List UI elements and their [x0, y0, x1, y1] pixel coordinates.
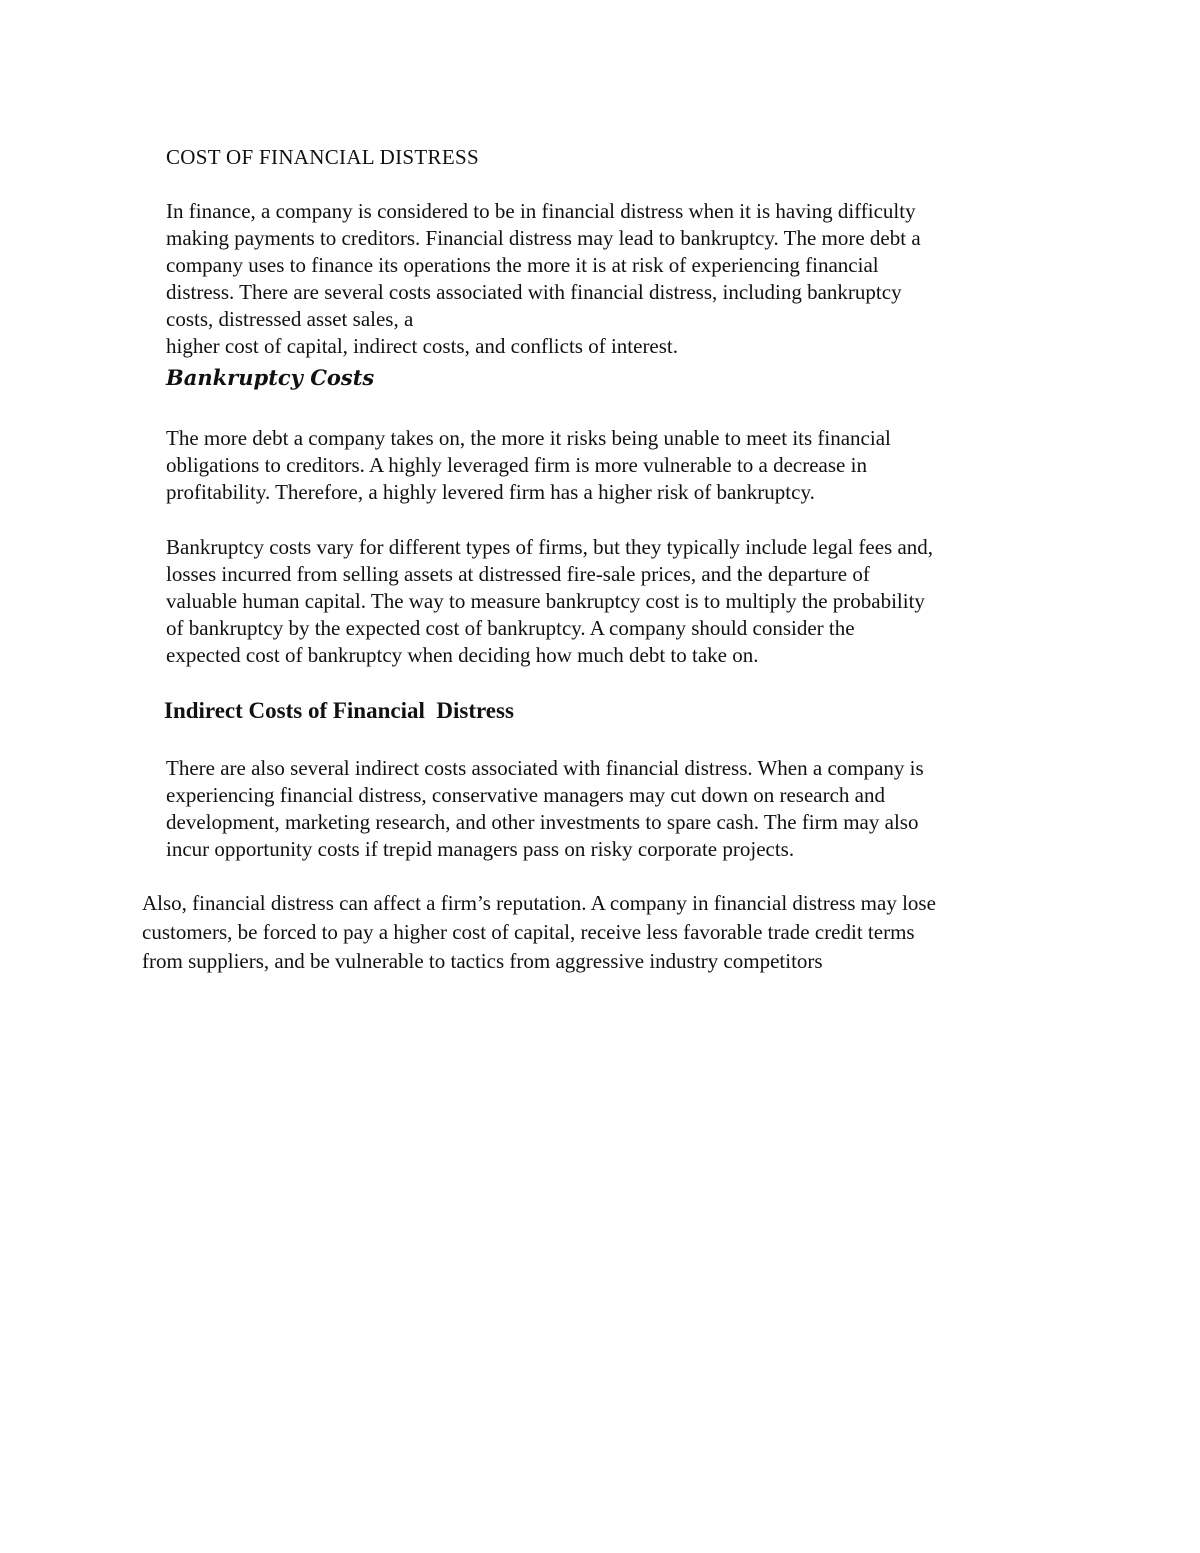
intro-line: company uses to finance its operations the more it is at risk of experiencing financial: [166, 253, 879, 277]
reputation-line: customers, be forced to pay a higher cost of capital, receive less favorable trade credit terms: [142, 920, 915, 944]
bankruptcy-p2-line: losses incurred from selling assets at distressed fire-sale prices, and the departure of: [166, 562, 870, 586]
bankruptcy-p2-line: valuable human capital. The way to measure bankruptcy cost is to multiply the probability: [166, 589, 925, 613]
reputation-line: from suppliers, and be vulnerable to tactics from aggressive industry competitors: [142, 949, 823, 973]
indirect-line: There are also several indirect costs associated with financial distress. When a company is: [166, 756, 924, 780]
indirect-line: experiencing financial distress, conservative managers may cut down on research and: [166, 783, 885, 807]
document-title: COST OF FINANCIAL DISTRESS: [166, 145, 479, 169]
bankruptcy-paragraph-1: [166, 425, 891, 506]
reputation-line: Also, financial distress can affect a firm’s reputation. A company in financial distress may lose: [142, 891, 936, 915]
bankruptcy-p2-line: of bankruptcy by the expected cost of bankruptcy. A company should consider the: [166, 616, 855, 640]
bankruptcy-p1-line: obligations to creditors. A highly leveraged firm is more vulnerable to a decrease in: [166, 453, 867, 477]
intro-line: distress. There are several costs associated with financial distress, including bankruptcy: [166, 280, 902, 304]
bankruptcy-p2-line: Bankruptcy costs vary for different types of firms, but they typically include legal fees and,: [166, 535, 934, 559]
bankruptcy-paragraph-2: [166, 534, 933, 669]
intro-line: costs, distressed asset sales, a: [166, 307, 414, 331]
intro-line: higher cost of capital, indirect costs, and conflicts of interest.: [166, 334, 679, 358]
intro-paragraph: [166, 198, 921, 360]
indirect-line: incur opportunity costs if trepid managers pass on risky corporate projects.: [166, 837, 795, 861]
bankruptcy-p2-line: expected cost of bankruptcy when deciding how much debt to take on.: [166, 643, 759, 667]
reputation-paragraph: [142, 889, 936, 976]
bankruptcy-p1-line: The more debt a company takes on, the more it risks being unable to meet its financial: [166, 426, 891, 450]
bankruptcy-p1-line: profitability. Therefore, a highly levered firm has a higher risk of bankruptcy.: [166, 480, 815, 504]
intro-line: In finance, a company is considered to be in financial distress when it is having difficulty: [166, 199, 916, 223]
intro-line: making payments to creditors. Financial distress may lead to bankruptcy. The more debt a: [166, 226, 921, 250]
indirect-paragraph: [166, 755, 924, 863]
indirect-line: development, marketing research, and other investments to spare cash. The firm may also: [166, 810, 919, 834]
indirect-costs-heading: Indirect Costs of Financial Distress: [164, 698, 514, 723]
bankruptcy-costs-heading: Bankruptcy Costs: [166, 365, 375, 390]
